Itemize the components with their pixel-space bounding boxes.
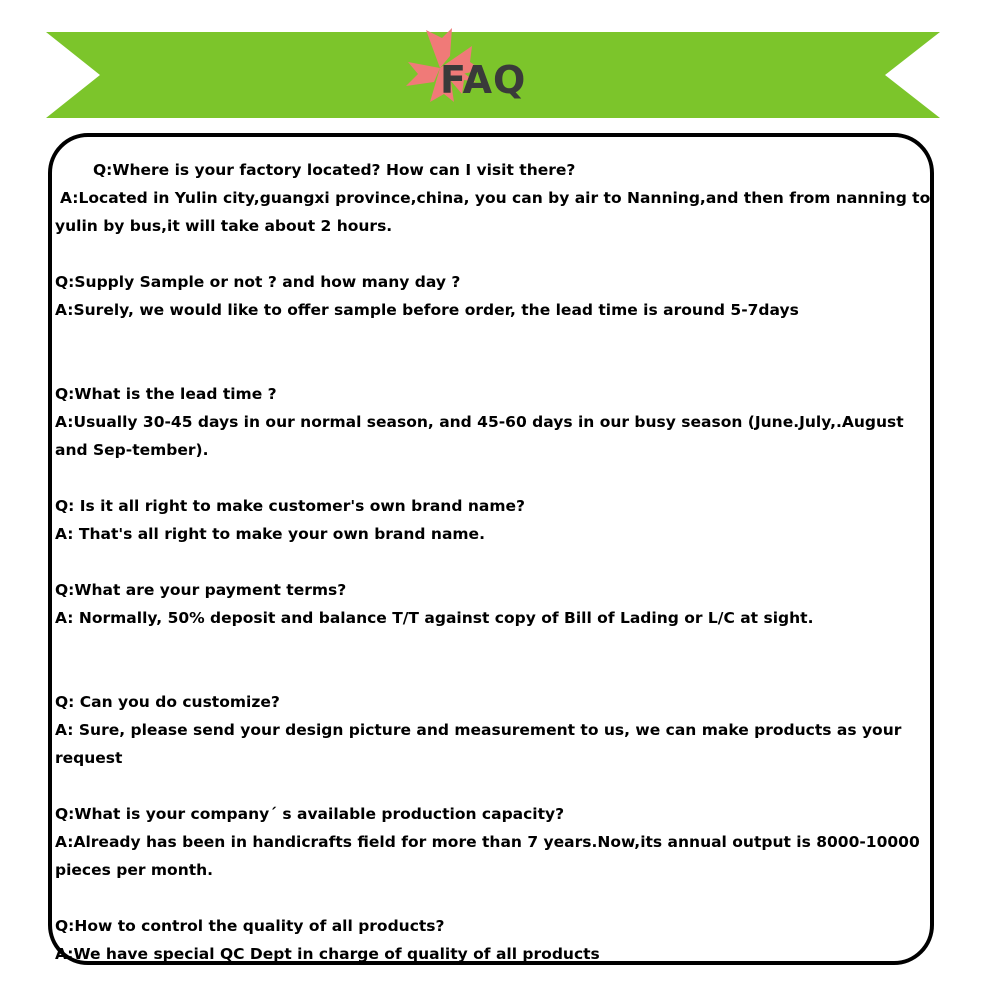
faq-question: Q: Is it all right to make customer's own brand name? — [55, 497, 525, 515]
page-title: FAQ — [440, 58, 527, 102]
faq-answer: A:We have special QC Dept in charge of quality of all products — [55, 945, 600, 963]
faq-item — [55, 268, 939, 324]
faq-question: Q:Supply Sample or not ? and how many day ? — [55, 273, 461, 291]
faq-answer: A: Normally, 50% deposit and balance T/T against copy of Bill of Lading or L/C at sight. — [55, 609, 814, 627]
faq-item — [55, 492, 939, 548]
faq-item — [55, 688, 939, 772]
faq-item — [55, 156, 939, 240]
faq-question: Q:Where is your factory located? How can I visit there? — [93, 161, 576, 179]
faq-answer: A: Sure, please send your design picture and measurement to us, we can make products as your request — [55, 721, 902, 767]
faq-list — [55, 156, 939, 968]
faq-question: Q:What is the lead time ? — [55, 385, 277, 403]
faq-banner — [0, 0, 1000, 130]
faq-answer: A: That's all right to make your own brand name. — [55, 525, 485, 543]
faq-item — [55, 576, 939, 632]
faq-answer: A:Located in Yulin city,guangxi province,china, you can by air to Nanning,and then from nanning to yulin by bus,it will take about 2 hours. — [55, 189, 931, 235]
faq-item — [55, 380, 939, 464]
faq-question: Q:What is your company´ s available production capacity? — [55, 805, 565, 823]
faq-answer: A:Usually 30-45 days in our normal season, and 45-60 days in our busy season (June.July,.August and Sep-tember). — [55, 413, 904, 459]
faq-question: Q: Can you do customize? — [55, 693, 280, 711]
faq-question: Q:What are your payment terms? — [55, 581, 347, 599]
faq-item — [55, 912, 939, 968]
faq-item — [55, 800, 939, 884]
faq-answer: A:Surely, we would like to offer sample before order, the lead time is around 5-7days — [55, 301, 799, 319]
faq-question: Q:How to control the quality of all products? — [55, 917, 445, 935]
faq-answer: A:Already has been in handicrafts field for more than 7 years.Now,its annual output is 8000-10000 pieces per month. — [55, 833, 920, 879]
